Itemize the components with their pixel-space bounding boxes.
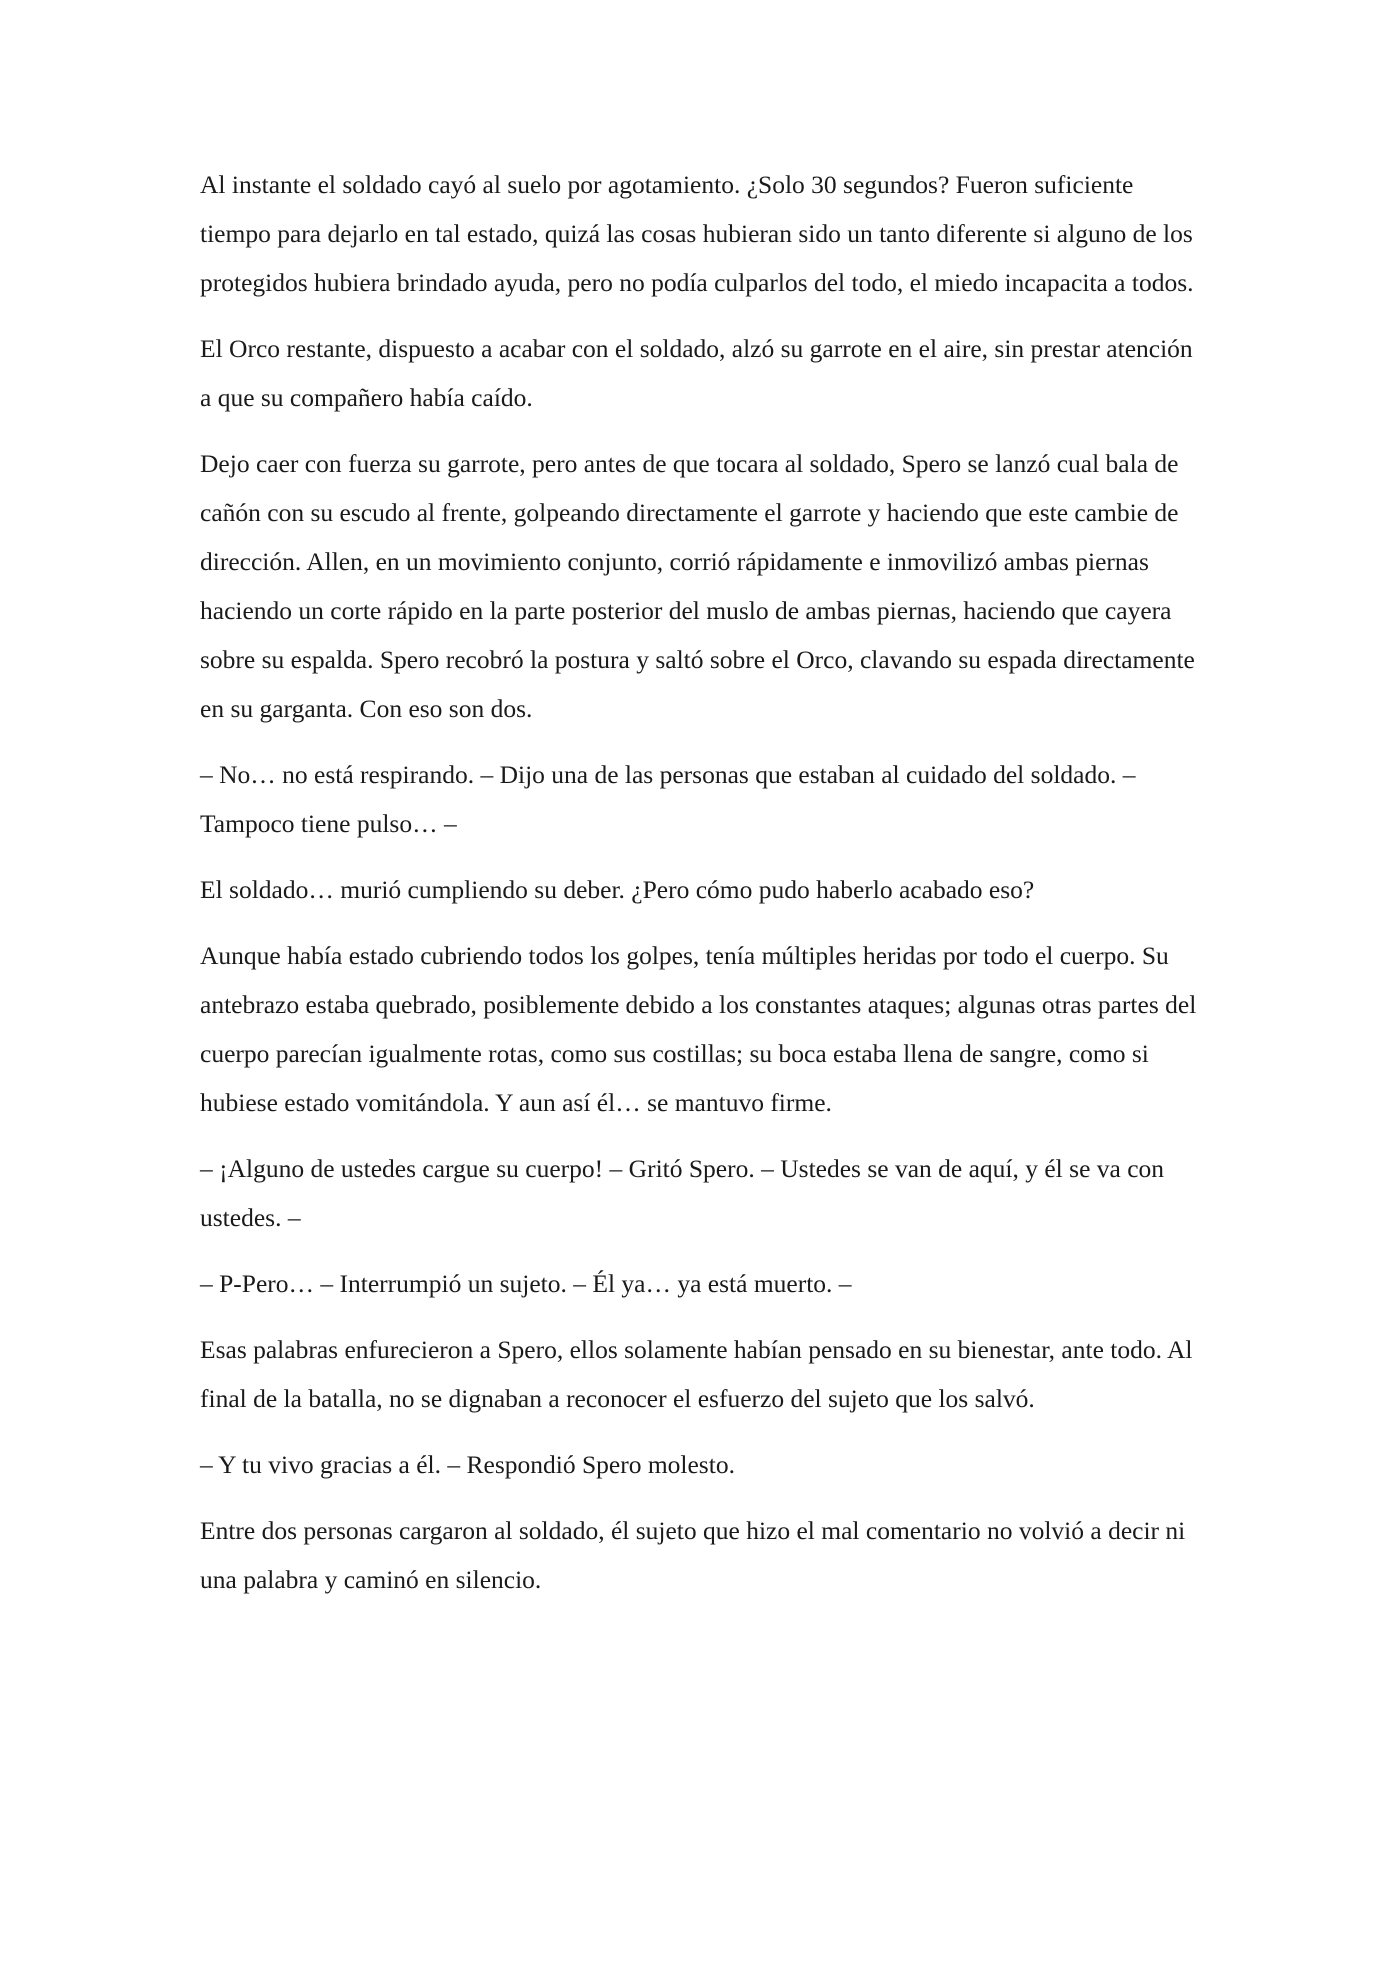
dialogue-paragraph: – ¡Alguno de ustedes cargue su cuerpo! – Gritó Spero. – Ustedes se van de aquí, y él se va con ustedes. – (200, 1154, 1165, 1232)
paragraph: Al instante el soldado cayó al suelo por agotamiento. ¿Solo 30 segundos? Fueron suficiente tiempo para dejarlo en tal estado, quizá las cosas hubieran sido un tanto diferente si alguno de los protegidos hubiera brindado ayuda, pero no podía culparlos del todo, el miedo incapacita a todos. (200, 170, 1194, 297)
document-body (200, 160, 1210, 1621)
paragraph: Entre dos personas cargaron al soldado, él sujeto que hizo el mal comentario no volvió a decir ni una palabra y caminó en silencio. (200, 1516, 1186, 1594)
paragraph: El Orco restante, dispuesto a acabar con el soldado, alzó su garrote en el aire, sin prestar atención a que su compañero había caído. (200, 334, 1193, 412)
dialogue-paragraph: – No… no está respirando. – Dijo una de las personas que estaban al cuidado del soldado. – Tampoco tiene pulso… – (200, 760, 1136, 838)
paragraph: El soldado… murió cumpliendo su deber. ¿Pero cómo pudo haberlo acabado eso? (200, 875, 1035, 904)
paragraph: Esas palabras enfurecieron a Spero, ellos solamente habían pensado en su bienestar, ante todo. Al final de la batalla, no se dignaban a reconocer el esfuerzo del sujeto que los salvó. (200, 1335, 1193, 1413)
paragraph: Dejo caer con fuerza su garrote, pero antes de que tocara al soldado, Spero se lanzó cual bala de cañón con su escudo al frente, golpeando directamente el garrote y haciendo que este cambie de dirección. Allen, en un movimiento conjunto, corrió rápidamente e inmovilizó ambas piernas haciendo un corte rápido en la parte posterior del muslo de ambas piernas, haciendo que cayera sobre su espalda. Spero recobró la postura y saltó sobre el Orco, clavando su espada directamente en su garganta. Con eso son dos. (200, 449, 1195, 723)
paragraph: Aunque había estado cubriendo todos los golpes, tenía múltiples heridas por todo el cuerpo. Su antebrazo estaba quebrado, posiblemente debido a los constantes ataques; algunas otras partes del cuerpo parecían igualmente rotas, como sus costillas; su boca estaba llena de sangre, como si hubiese estado vomitándola. Y aun así él… se mantuvo firme. (200, 941, 1197, 1117)
dialogue-paragraph: – P-Pero… – Interrumpió un sujeto. – Él ya… ya está muerto. – (200, 1269, 852, 1298)
dialogue-paragraph: – Y tu vivo gracias a él. – Respondió Spero molesto. (200, 1450, 735, 1479)
